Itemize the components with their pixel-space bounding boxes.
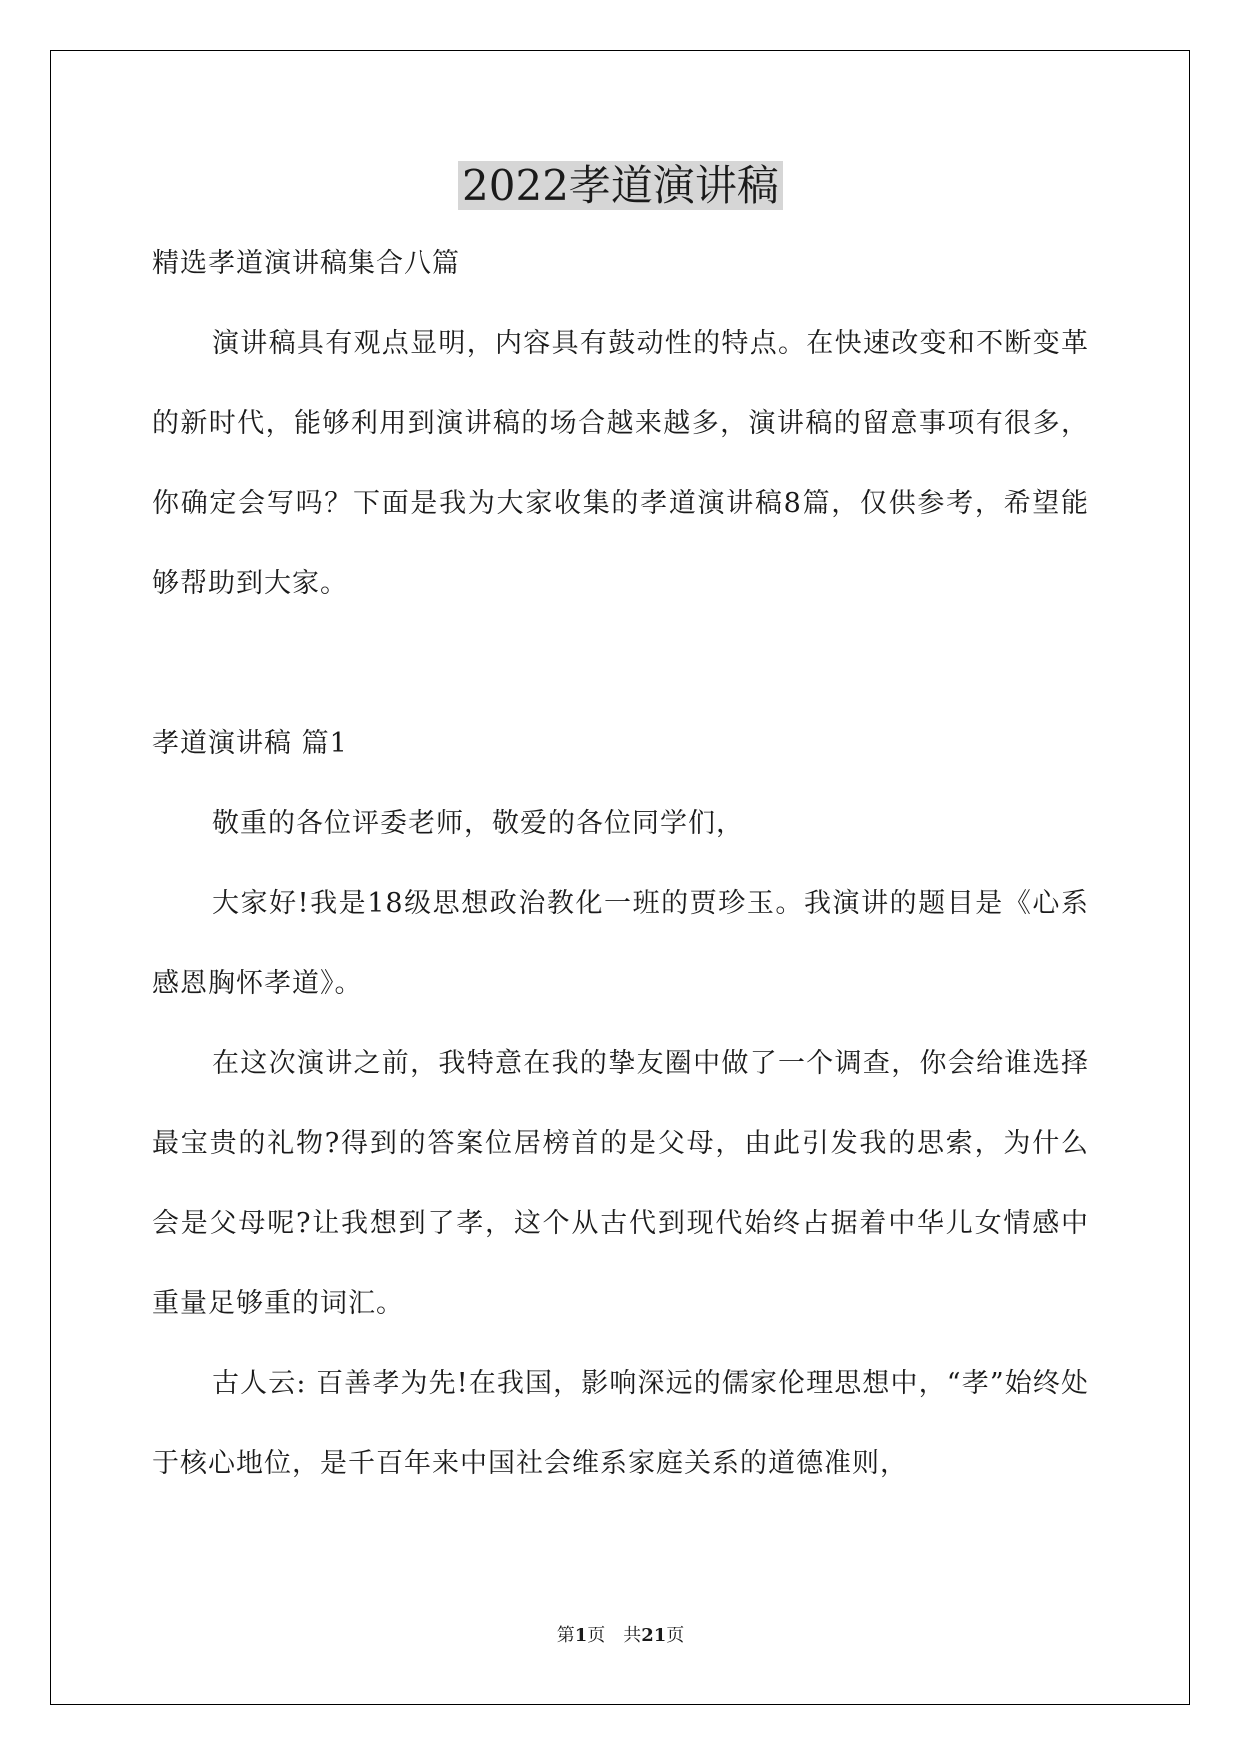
body-paragraph: 在这次演讲之前，我特意在我的挚友圈中做了一个调查，你会给谁选择最宝贵的礼物?得到的答案位居榜首的是父母，由此引发我的思索，为什么会是父母呢?让我想到了孝，这个从古代到现代始终占据着中华儿女情感中重量足够重的词汇。	[152, 1048, 1089, 1319]
section-heading: 孝道演讲稿 篇1	[152, 728, 348, 759]
total-prefix: 共	[623, 1625, 642, 1646]
intro-paragraph: 演讲稿具有观点显明，内容具有鼓动性的特点。在快速改变和不断变革的新时代，能够利用到演讲稿的场合越来越多，演讲稿的留意事项有很多，你确定会写吗？下面是我为大家收集的孝道演讲稿8篇，仅供参考，希望能够帮助到大家。	[152, 328, 1089, 599]
document-body	[152, 224, 1089, 1504]
body-paragraph: 敬重的各位评委老师，敬爱的各位同学们，	[212, 808, 744, 839]
document-title: 2022孝道演讲稿	[0, 156, 1241, 216]
total-pages: 21	[641, 1625, 667, 1646]
total-suffix: 页	[666, 1625, 685, 1646]
page-footer	[0, 1623, 1241, 1649]
document-subtitle: 精选孝道演讲稿集合八篇	[152, 248, 460, 279]
page-prefix: 第	[556, 1625, 575, 1646]
page-suffix: 页	[587, 1625, 606, 1646]
body-paragraph: 大家好!我是18级思想政治教化一班的贾珍玉。我演讲的题目是《心系感恩胸怀孝道》。	[152, 888, 1089, 999]
section-gap	[152, 624, 1089, 704]
body-paragraph: 古人云: 百善孝为先!在我国，影响深远的儒家伦理思想中，“孝”始终处于核心地位，是千百年来中国社会维系家庭关系的道德准则，	[152, 1368, 1089, 1479]
page-number: 1	[574, 1625, 588, 1646]
